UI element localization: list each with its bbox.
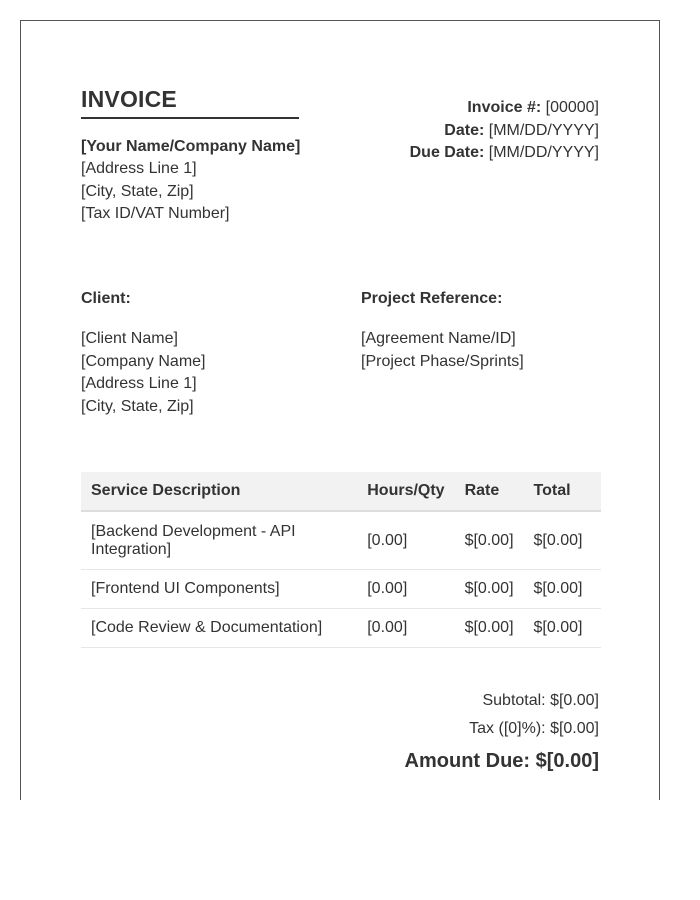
totals-block [405, 687, 599, 775]
sender-block [81, 85, 381, 226]
subtotal: Subtotal: $[0.00] [482, 692, 599, 709]
total-cell: $[0.00] [524, 570, 601, 609]
hours-qty-cell: [0.00] [357, 570, 454, 609]
header-service-description: Service Description [81, 472, 357, 511]
sender-city-state-zip: [City, State, Zip] [81, 182, 194, 200]
project-reference-label: Project Reference: [361, 290, 503, 307]
invoice-number-value: [00000] [541, 99, 599, 116]
client-name: [Client Name] [81, 330, 178, 347]
table-row [81, 609, 601, 648]
header-hours-qty: Hours/Qty [357, 472, 454, 511]
due-date-line [410, 142, 599, 165]
invoice-number-line [410, 97, 599, 120]
rate-cell: $[0.00] [455, 609, 524, 648]
client-address: [Address Line 1] [81, 375, 197, 392]
project-agreement: [Agreement Name/ID] [361, 330, 516, 347]
invoice-title: INVOICE [81, 85, 299, 119]
hours-qty-cell: [0.00] [357, 609, 454, 648]
due-date-value: [MM/DD/YYYY] [484, 144, 599, 161]
sender-name: [Your Name/Company Name] [81, 138, 301, 155]
invoice-page [20, 20, 660, 800]
invoice-meta [410, 97, 599, 165]
invoice-date-line [410, 120, 599, 143]
rate-cell: $[0.00] [455, 570, 524, 609]
tax: Tax ([0]%): $[0.00] [469, 720, 599, 737]
service-description-cell: [Backend Development - API Integration] [81, 511, 357, 570]
services-table [81, 472, 601, 648]
header-total: Total [524, 472, 601, 511]
amount-due: Amount Due: $[0.00] [404, 750, 599, 772]
hours-qty-cell: [0.00] [357, 511, 454, 570]
client-block [81, 289, 341, 418]
rate-cell: $[0.00] [455, 511, 524, 570]
header-rate: Rate [455, 472, 524, 511]
due-date-label: Due Date: [409, 144, 485, 161]
service-description-cell: [Frontend UI Components] [81, 570, 357, 609]
table-row [81, 511, 601, 570]
client-company: [Company Name] [81, 352, 206, 370]
invoice-number-label: Invoice #: [467, 99, 542, 116]
sender-address: [Address Line 1] [81, 160, 197, 177]
project-reference-block [361, 289, 621, 373]
table-header-row [81, 472, 601, 511]
client-city-state-zip: [City, State, Zip] [81, 397, 194, 415]
invoice-date-value: [MM/DD/YYYY] [484, 121, 599, 139]
project-phase: [Project Phase/Sprints] [361, 352, 524, 370]
service-description-cell: [Code Review & Documentation] [81, 609, 357, 648]
sender-tax-id: [Tax ID/VAT Number] [81, 205, 230, 222]
total-cell: $[0.00] [524, 511, 601, 570]
total-cell: $[0.00] [524, 609, 601, 648]
table-row [81, 570, 601, 609]
invoice-date-label: Date: [444, 121, 485, 139]
client-label: Client: [81, 290, 131, 307]
